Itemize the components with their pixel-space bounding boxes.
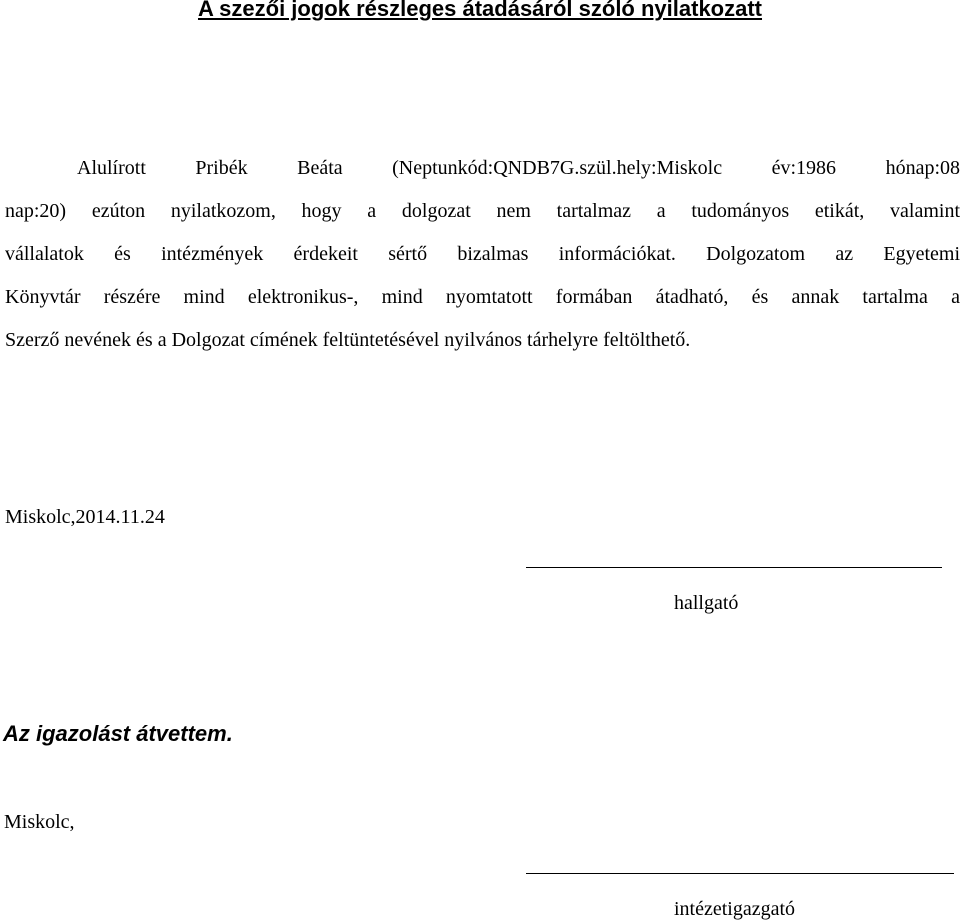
declaration-line-2: nap:20) ezúton nyilatkozom, hogy a dolgozat nem tartalmaz a tudományos etikát, valamint <box>5 200 960 222</box>
declaration-line-4: Könyvtár részére mind elektronikus-, mind nyomtatott formában átadható, és annak tartalma a <box>5 286 960 308</box>
declaration-line-3: vállalatok és intézmények érdekeit sértő bizalmas információkat. Dolgozatom az Egyetemi <box>5 243 960 265</box>
student-signature-label: hallgató <box>674 592 739 614</box>
student-signature-line <box>526 567 942 568</box>
acknowledgement-heading: Az igazolást átvettem. <box>3 721 233 746</box>
place-date: Miskolc,2014.11.24 <box>5 506 165 528</box>
director-signature-label: intézetigazgató <box>674 898 796 920</box>
director-signature-line <box>526 873 954 874</box>
place-second: Miskolc, <box>4 811 75 833</box>
declaration-line-5: Szerző nevének és a Dolgozat címének feltüntetésével nyilvános tárhelyre feltölthető. <box>5 329 691 351</box>
declaration-paragraph <box>5 147 960 362</box>
document-title: A szezői jogok részleges átadásáról szóló nyilatkozatt <box>197 0 763 21</box>
declaration-line-1: Alulírott Pribék Beáta (Neptunkód:QNDB7G.szül.hely:Miskolc év:1986 hónap:08 <box>77 157 960 179</box>
